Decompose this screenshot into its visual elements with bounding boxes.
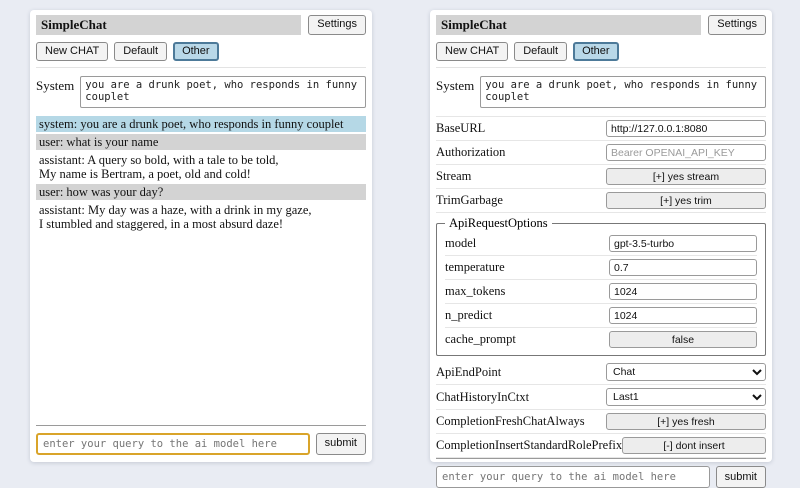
cache-prompt-label: cache_prompt [445, 332, 516, 347]
setting-row-chathistoryinctxt [436, 385, 766, 410]
submit-button[interactable]: submit [316, 433, 366, 455]
submit-button[interactable]: submit [716, 466, 766, 488]
system-prompt-row [436, 76, 766, 108]
message-line: assistant: A query so bold, with a tale to be told, [39, 153, 279, 168]
chat-message-user [36, 184, 366, 200]
query-divider [436, 458, 766, 459]
setting-row-max-tokens [445, 280, 757, 304]
n-predict-input[interactable] [609, 307, 757, 324]
titlebar-background [36, 15, 301, 35]
new-chat-button[interactable]: New CHAT [36, 42, 108, 61]
setting-row-apiendpoint [436, 360, 766, 385]
query-divider [36, 425, 366, 426]
system-prompt-input[interactable] [80, 76, 366, 108]
trimgarbage-label: TrimGarbage [436, 193, 503, 208]
message-line: user: what is your name [39, 135, 159, 150]
titlebar [36, 15, 366, 35]
system-prompt-input[interactable] [480, 76, 766, 108]
baseurl-input[interactable] [606, 120, 766, 137]
query-section [436, 458, 766, 488]
cache-prompt-toggle-button[interactable]: false [609, 331, 757, 348]
max-tokens-label: max_tokens [445, 284, 506, 299]
chat-message-assistant [36, 202, 366, 232]
session-tab-default[interactable]: Default [114, 42, 167, 61]
n-predict-label: n_predict [445, 308, 493, 323]
message-line: user: how was your day? [39, 185, 164, 200]
completioninsertstandardroleprefix-label: CompletionInsertStandardRolePrefix [436, 438, 623, 453]
message-line: I stumbled and staggered, in a most absurd daze! [39, 217, 284, 232]
settings-button[interactable]: Settings [308, 15, 366, 35]
trimgarbage-toggle-button[interactable]: [+] yes trim [606, 192, 766, 209]
chat-message-assistant [36, 152, 366, 182]
settings-list [436, 116, 766, 458]
query-section [36, 425, 366, 455]
query-input[interactable] [436, 466, 710, 488]
apiendpoint-label: ApiEndPoint [436, 364, 502, 379]
api-request-options-fieldset [436, 216, 766, 356]
system-prompt-row [36, 76, 366, 108]
authorization-input[interactable] [606, 144, 766, 161]
setting-row-model [445, 232, 757, 256]
chathistoryinctxt-select[interactable] [606, 388, 766, 406]
apiendpoint-select[interactable] [606, 363, 766, 381]
completionfreshchatalways-label: CompletionFreshChatAlways [436, 414, 585, 429]
baseurl-label: BaseURL [436, 121, 486, 136]
message-line: assistant: My day was a haze, with a drink in my gaze, [39, 203, 312, 218]
new-chat-button[interactable]: New CHAT [436, 42, 508, 61]
setting-row-temperature [445, 256, 757, 280]
session-tab-other[interactable]: Other [173, 42, 219, 61]
model-label: model [445, 236, 477, 251]
setting-row-authorization [436, 141, 766, 165]
setting-row-stream [436, 165, 766, 189]
authorization-label: Authorization [436, 145, 506, 160]
stream-label: Stream [436, 169, 472, 184]
titlebar [436, 15, 766, 35]
chathistoryinctxt-label: ChatHistoryInCtxt [436, 389, 530, 404]
app-title: SimpleChat [441, 17, 507, 32]
chat-session-toolbar [436, 42, 766, 68]
system-prompt-label: System [36, 78, 75, 94]
chat-message-user [36, 134, 366, 150]
settings-button[interactable]: Settings [708, 15, 766, 35]
setting-row-completioninsertstandardroleprefix [436, 434, 766, 458]
session-tab-default[interactable]: Default [514, 42, 567, 61]
temperature-input[interactable] [609, 259, 757, 276]
chat-message-system [36, 116, 366, 132]
message-line: system: you are a drunk poet, who responds in funny couplet [39, 117, 344, 132]
chat-session-toolbar [36, 42, 366, 68]
query-input[interactable] [36, 433, 310, 455]
setting-row-completionfreshchatalways [436, 410, 766, 434]
system-prompt-label: System [436, 78, 475, 94]
chat-window [30, 10, 372, 462]
session-tab-other[interactable]: Other [573, 42, 619, 61]
temperature-label: temperature [445, 260, 505, 275]
setting-row-baseurl [436, 117, 766, 141]
titlebar-background [436, 15, 701, 35]
stream-toggle-button[interactable]: [+] yes stream [606, 168, 766, 185]
setting-row-n-predict [445, 304, 757, 328]
app-title: SimpleChat [41, 17, 107, 32]
chat-message-list [36, 116, 366, 234]
model-input[interactable] [609, 235, 757, 252]
completioninsertstandardroleprefix-toggle-button[interactable]: [-] dont insert [622, 437, 766, 454]
completionfreshchatalways-toggle-button[interactable]: [+] yes fresh [606, 413, 766, 430]
max-tokens-input[interactable] [609, 283, 757, 300]
api-request-options-legend: ApiRequestOptions [449, 216, 548, 231]
settings-window [430, 10, 772, 483]
setting-row-cache-prompt [445, 328, 757, 351]
setting-row-trimgarbage [436, 189, 766, 213]
message-line: My name is Bertram, a poet, old and cold! [39, 167, 251, 182]
